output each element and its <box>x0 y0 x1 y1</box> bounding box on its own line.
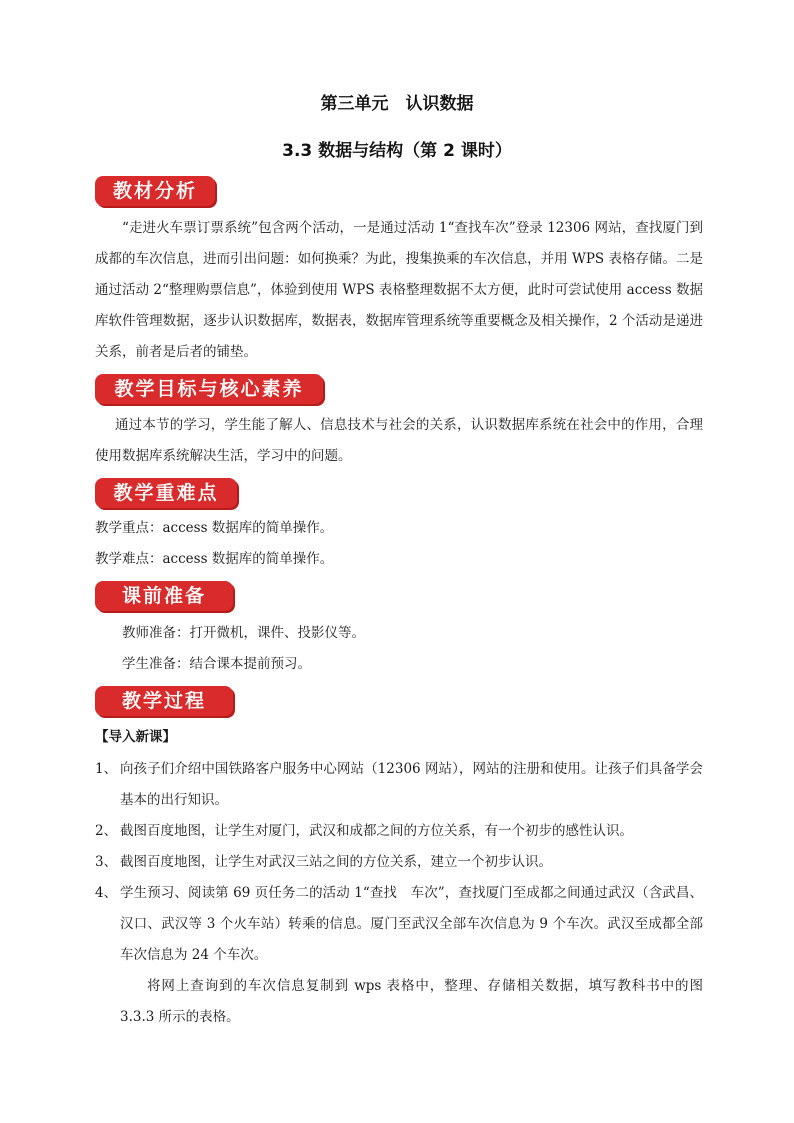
list-item-text: 截图百度地图，让学生对厦门，武汉和成都之间的方位关系，有一个初步的感性认识。 <box>120 823 633 839</box>
list-item-text: 截图百度地图，让学生对武汉三站之间的方位关系，建立一个初步认识。 <box>120 854 552 870</box>
intro-subheading: 【导入新课】 <box>95 729 176 745</box>
section-badge-prep: 课前准备 <box>95 581 233 611</box>
section-badge-process: 教学过程 <box>95 686 233 716</box>
difficult-point-line: 教学难点：access 数据库的简单操作。 <box>95 551 334 567</box>
student-prep-line: 学生准备：结合课本提前预习。 <box>122 656 311 672</box>
list-item-text: 向孩子们介绍中国铁路客户服务中心网站（12306 网站），网站的注册和使用。让孩子们具备学会基本的出行知识。 <box>120 761 703 808</box>
list-item <box>95 847 703 878</box>
analysis-paragraph: “走进火车票订票系统”包含两个活动，一是通过活动 1“查找车次”登录 12306 网站，查找厦门到成都的车次信息，进而引出问题：如何换乘？为此，搜集换乘的车次信息，并用 WPS 表格存储。二是通过活动 2“整理购票信息”，体验到使用 WPS 表格整理数据不太方便，此时可尝试使用 access 数据库软件管理数据，逐步认识数据库，数据表，数据库管理系统等重要概念及相关操作，2 个活动是递进关系，前者是后者的铺垫。 <box>95 220 703 360</box>
teacher-prep-line: 教师准备：打开微机，课件、投影仪等。 <box>122 625 365 641</box>
list-item-number: 1、 <box>95 761 118 777</box>
closing-paragraph: 将网上查询到的车次信息复制到 wps 表格中，整理、存储相关数据，填写教科书中的图 3.3.3 所示的表格。 <box>120 978 703 1025</box>
list-item-number: 2、 <box>95 823 118 839</box>
section-badge-goals: 教学目标与核心素养 <box>95 374 323 404</box>
section-badge-analysis: 教材分析 <box>95 176 215 206</box>
unit-title: 第三单元 认识数据 <box>320 94 474 114</box>
list-item <box>95 754 703 816</box>
section-badge-key-points: 教学重难点 <box>95 478 237 508</box>
lesson-title: 3.3 数据与结构（第 2 课时） <box>282 141 512 161</box>
list-item <box>95 816 703 847</box>
list-item-number: 3、 <box>95 854 118 870</box>
goals-paragraph: 通过本节的学习，学生能了解人、信息技术与社会的关系，认识数据库系统在社会中的作用，合理使用数据库系统解决生活，学习中的问题。 <box>95 417 703 464</box>
list-item <box>95 878 703 971</box>
list-item-text: 学生预习、阅读第 69 页任务二的活动 1“查找 车次”，查找厦门至成都之间通过武汉（含武昌、汉口、武汉等 3 个火车站）转乘的信息。厦门至武汉全部车次信息为 9 个车次。武汉至成都全部车次信息为 24 个车次。 <box>120 885 703 963</box>
list-item-number: 4、 <box>95 885 118 901</box>
key-point-line: 教学重点：access 数据库的简单操作。 <box>95 520 334 536</box>
